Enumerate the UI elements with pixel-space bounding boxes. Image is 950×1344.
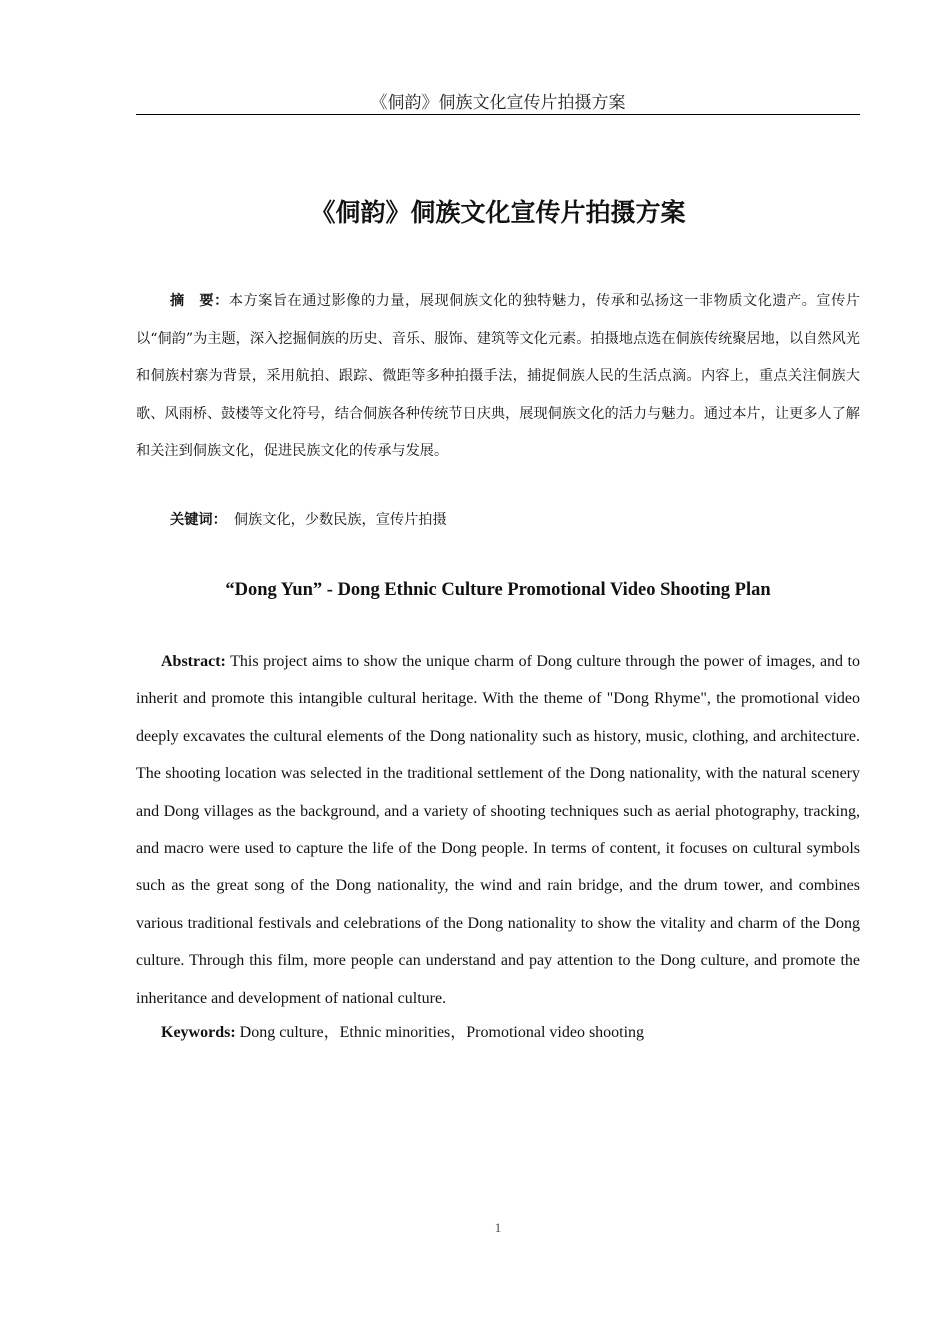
page-title-english: “Dong Yun” - Dong Ethnic Culture Promotional Video Shooting Plan: [225, 580, 771, 600]
abstract-english-text: This project aims to show the unique charm of Dong culture through the power of images, and to inherit and promote this intangible cultural heritage. With the theme of "Dong Rhyme", the promotional video deeply excavates the cultural elements of the Dong nationality such as history, music, clothing, and architecture. The shooting location was selected in the traditional settlement of the Dong nationality, with the natural scenery and Dong villages as the background, and a variety of shooting techniques such as aerial photography, tracking, and macro were used to capture the life of the Dong people. In terms of content, it focuses on cultural symbols such as the great song of the Dong nationality, the wind and rain bridge, and the drum tower, and combines various traditional festivals and celebrations of the Dong nationality to show the vitality and charm of the Dong culture. Through this film, more people can understand and pay attention to the Dong culture, and promote the inheritance and development of national culture.: [136, 653, 861, 1007]
keywords-chinese-label: 关键词：: [170, 512, 227, 528]
abstract-chinese-label: 摘 要：: [170, 293, 229, 309]
keywords-english-text: Dong culture，Ethnic minorities，Promotional video shooting: [239, 1024, 645, 1041]
keywords-english-label: Keywords:: [161, 1024, 236, 1041]
abstract-chinese-text: 本方案旨在通过影像的力量，展现侗族文化的独特魅力，传承和弘扬这一非物质文化遗产。宣传片以“侗韵”为主题，深入挖掘侗族的历史、音乐、服饰、建筑等文化元素。拍摄地点选在侗族传统聚居地，以自然风光和侗族村寨为背景，采用航拍、跟踪、微距等多种拍摄手法，捕捉侗族人民的生活点滴。内容上，重点关注侗族大歌、风雨桥、鼓楼等文化符号，结合侗族各种传统节日庆典，展现侗族文化的活力与魅力。通过本片，让更多人了解和关注到侗族文化，促进民族文化的传承与发展。: [136, 293, 860, 460]
abstract-english-label: Abstract:: [161, 653, 226, 670]
page-number: 1: [494, 1220, 502, 1235]
keywords-english: [136, 1014, 860, 1051]
header-divider: [136, 114, 860, 115]
abstract-english: [136, 643, 860, 1017]
running-header: 《侗韵》侗族文化宣传片拍摄方案: [370, 93, 626, 113]
keywords-chinese: [136, 502, 860, 540]
page-title-chinese: 《侗韵》侗族文化宣传片拍摄方案: [310, 198, 686, 227]
abstract-chinese: [136, 283, 860, 471]
keywords-chinese-text: 侗族文化，少数民族，宣传片拍摄: [233, 512, 447, 528]
